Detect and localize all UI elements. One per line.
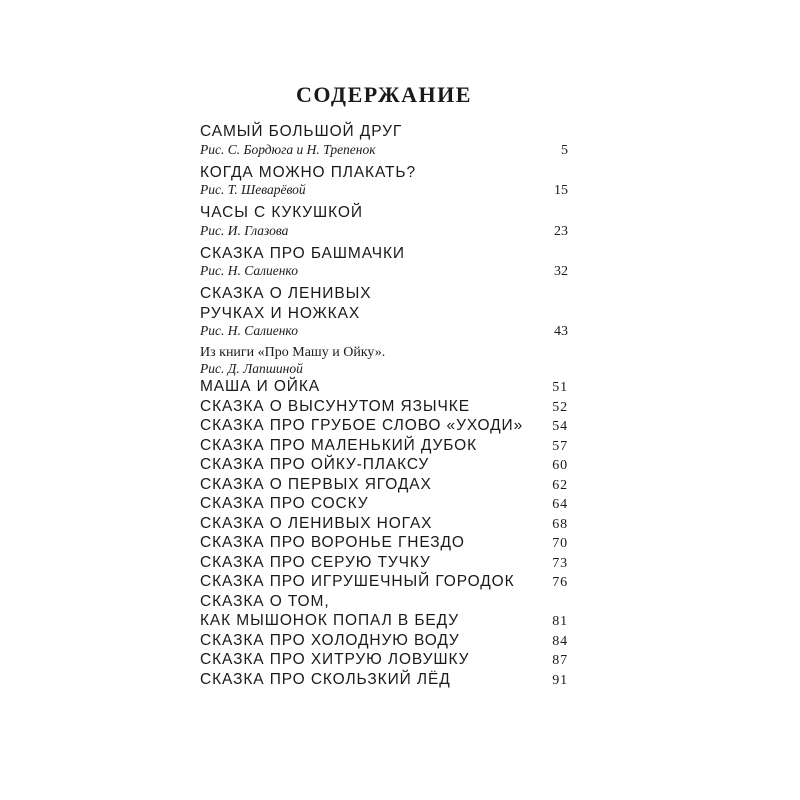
toc-entry[interactable] bbox=[200, 203, 568, 239]
toc-entry[interactable] bbox=[200, 377, 568, 397]
story-title: СКАЗКА ПРО БАШМАЧКИ bbox=[200, 244, 405, 262]
toc-entry[interactable] bbox=[200, 397, 568, 417]
toc-entry[interactable] bbox=[200, 494, 568, 514]
illustrator-credit: Рис. С. Бордюга и Н. Трепенок bbox=[200, 141, 376, 157]
illustrator-credit: Рис. Н. Салиенко bbox=[200, 323, 298, 338]
story-title: СКАЗКА ПРО ВОРОНЬЕ ГНЕЗДО bbox=[200, 534, 465, 551]
story-title: СКАЗКА ПРО ИГРУШЕЧНЫЙ ГОРОДОК bbox=[200, 573, 515, 590]
toc-entries bbox=[200, 122, 568, 689]
page-number: 60 bbox=[552, 458, 568, 473]
story-title-line bbox=[200, 304, 568, 324]
story-title: СКАЗКА ПРО МАЛЕНЬКИЙ ДУБОК bbox=[200, 436, 478, 454]
toc-entry[interactable] bbox=[200, 533, 568, 553]
story-title: СКАЗКА ПРО СЕРУЮ ТУЧКУ bbox=[200, 553, 431, 571]
story-title: РУЧКАХ И НОЖКАХ bbox=[200, 304, 361, 322]
story-title-line bbox=[200, 122, 568, 142]
page-number: 57 bbox=[552, 438, 568, 454]
book-section bbox=[200, 344, 568, 689]
page-number: 76 bbox=[552, 575, 568, 590]
page-number: 68 bbox=[552, 516, 568, 532]
toc-entry[interactable] bbox=[200, 284, 568, 339]
toc-entry[interactable] bbox=[200, 514, 568, 534]
story-title-line bbox=[200, 611, 568, 631]
toc-entry[interactable] bbox=[200, 572, 568, 592]
story-title: СКАЗКА О ЛЕНИВЫХ НОГАХ bbox=[200, 514, 433, 532]
page-number: 81 bbox=[552, 614, 568, 629]
page-number: 73 bbox=[552, 555, 568, 571]
book-note: Из книги «Про Машу и Ойку». bbox=[200, 345, 386, 360]
page-number: 64 bbox=[552, 497, 568, 512]
story-title: СКАЗКА ПРО ХОЛОДНУЮ ВОДУ bbox=[200, 631, 460, 649]
story-title: СКАЗКА О ВЫСУНУТОМ ЯЗЫЧКЕ bbox=[200, 397, 470, 415]
toc-entry[interactable] bbox=[200, 436, 568, 456]
page-number: 62 bbox=[552, 477, 568, 493]
story-title: СКАЗКА ПРО ГРУБОЕ СЛОВО «УХОДИ» bbox=[200, 417, 524, 434]
toc-entry[interactable] bbox=[200, 455, 568, 475]
page-title: СОДЕРЖАНИЕ bbox=[296, 82, 472, 107]
toc-entry[interactable] bbox=[200, 553, 568, 573]
story-title-line bbox=[200, 592, 568, 612]
page-number: 91 bbox=[552, 672, 568, 688]
story-title: СКАЗКА ПРО СКОЛЬЗКИЙ ЛЁД bbox=[200, 670, 451, 688]
toc-entry[interactable] bbox=[200, 416, 568, 436]
illustrator-credit-line bbox=[200, 361, 568, 377]
story-title: СКАЗКА О ПЕРВЫХ ЯГОДАХ bbox=[200, 475, 432, 493]
story-title: МАША И ОЙКА bbox=[200, 378, 321, 395]
story-title: КОГДА МОЖНО ПЛАКАТЬ? bbox=[200, 163, 416, 181]
illustrator-credit: Рис. И. Глазова bbox=[200, 222, 289, 238]
illustrator-credit: Рис. Д. Лапшиной bbox=[200, 361, 303, 376]
illustrator-credit: Рис. Н. Салиенко bbox=[200, 263, 298, 278]
illustrator-credit-line bbox=[200, 323, 568, 339]
story-title: СКАЗКА ПРО СОСКУ bbox=[200, 495, 369, 512]
page-number: 15 bbox=[554, 183, 568, 198]
story-title: СКАЗКА О ТОМ, bbox=[200, 592, 330, 610]
toc-entry[interactable] bbox=[200, 650, 568, 670]
story-title-line bbox=[200, 163, 568, 183]
page-number: 52 bbox=[552, 399, 568, 415]
illustrator-credit-line bbox=[200, 223, 568, 239]
page-number: 23 bbox=[554, 223, 568, 239]
page-number: 87 bbox=[552, 653, 568, 668]
toc-entry[interactable] bbox=[200, 475, 568, 495]
page-number: 70 bbox=[552, 536, 568, 551]
toc-entry[interactable] bbox=[200, 163, 568, 199]
toc-entry[interactable] bbox=[200, 670, 568, 690]
toc-entry[interactable] bbox=[200, 244, 568, 280]
page-number: 5 bbox=[561, 142, 568, 158]
illustrator-credit-line bbox=[200, 142, 568, 158]
story-title: СКАЗКА О ЛЕНИВЫХ bbox=[200, 285, 372, 302]
illustrator-credit-line bbox=[200, 182, 568, 198]
page-number: 32 bbox=[554, 264, 568, 279]
story-title: КАК МЫШОНОК ПОПАЛ В БЕДУ bbox=[200, 612, 459, 629]
page-number: 51 bbox=[552, 380, 568, 395]
story-title: ЧАСЫ С КУКУШКОЙ bbox=[200, 204, 363, 221]
book-note-line bbox=[200, 344, 568, 361]
page-number: 84 bbox=[552, 633, 568, 649]
story-title: СКАЗКА ПРО ХИТРУЮ ЛОВУШКУ bbox=[200, 651, 470, 668]
toc-entry[interactable] bbox=[200, 592, 568, 631]
toc-entry[interactable] bbox=[200, 631, 568, 651]
page-number: 54 bbox=[552, 419, 568, 434]
story-title: САМЫЙ БОЛЬШОЙ ДРУГ bbox=[200, 123, 403, 140]
story-title-line bbox=[200, 284, 568, 304]
story-title-line bbox=[200, 203, 568, 223]
illustrator-credit: Рис. Т. Шеварёвой bbox=[200, 182, 306, 197]
page-number: 43 bbox=[554, 324, 568, 339]
story-title: СКАЗКА ПРО ОЙКУ-ПЛАКСУ bbox=[200, 456, 430, 473]
toc-entry[interactable] bbox=[200, 122, 568, 158]
story-title-line bbox=[200, 244, 568, 264]
illustrator-credit-line bbox=[200, 263, 568, 279]
